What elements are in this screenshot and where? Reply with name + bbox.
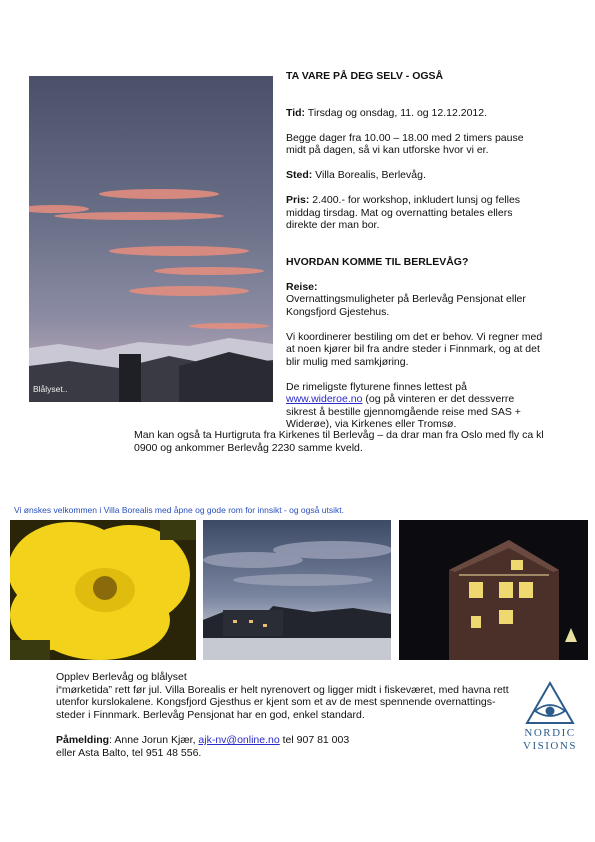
welcome-line: Vi ønskes velkommen i Villa Borealis med åpne og gode rom for innsikt - og også utsikt. (14, 505, 344, 515)
pris-paragraph (286, 194, 546, 232)
logo-line2: VISIONS (523, 740, 577, 752)
logo-wordmark (510, 727, 590, 753)
hero-photo (29, 76, 273, 402)
flower-photo (10, 520, 196, 660)
sted-text: Villa Borealis, Berlevåg. (312, 169, 426, 181)
hours-paragraph: Begge dager fra 10.00 – 18.00 med 2 timers pause midt på dagen, så vi kan utforske hvor vi er. (286, 131, 524, 156)
tid-label: Tid: (286, 106, 306, 119)
bottom-text (56, 671, 518, 759)
wideroe-link[interactable]: www.wideroe.no (286, 393, 363, 405)
reise-text: Overnattingsmuligheter på Berlevåg Pensjonat eller Kongsfjord Gjestehus. (286, 293, 526, 318)
pris-text: 2.400.- for workshop, inkludert lunsj og felles middag tirsdag. Mat og overnatting betales ellers direkte der man bor. (286, 194, 521, 231)
hurtigruta-text: Man kan også ta Hurtigruta fra Kirkenes til Berlevåg – da drar man fra Oslo med fly ca kl 0900 og ankommer Berlevåg 2230 samme kveld. (134, 429, 544, 454)
villa-night-photo (399, 520, 588, 660)
tid-text: Tirsdag og onsdag, 11. og 12.12.2012. (305, 106, 488, 119)
intro-heading: TA VARE PÅ DEG SELV - OGSÅ (286, 70, 444, 82)
flights-pre: De rimeligste flyturene finnes lettest på (286, 380, 467, 393)
pris-label: Pris: (286, 194, 310, 206)
email-link[interactable]: ajk-nv@online.no (198, 734, 280, 746)
pamelding-line2: eller Asta Balto, tel 951 48 556. (56, 746, 202, 759)
tid-paragraph (286, 107, 546, 120)
village-dusk-photo (203, 520, 391, 660)
logo-line1: NORDIC (524, 727, 576, 739)
pamelding-post: tel 907 81 003 (279, 734, 350, 746)
coord-paragraph: Vi koordinerer bestiling om det er behov. Vi regner med at noen kjører bil fra andre steder i Finnmark, og at det blir mulig med samkjøring. (286, 330, 543, 368)
sted-label: Sted: (286, 169, 313, 181)
pamelding-label: Påmelding (56, 734, 110, 746)
hero-caption: Blålyset.. (33, 384, 68, 394)
bottom-line2: i“mørketida” rett før jul. Villa Borealis er helt nyrenovert og ligger midt i fiskeværet, med havna rett utenfor kurslokalene. Kongsfjord Gjesthus er kjent som et av de mest spennende overnattings-steder i Finnmark. Berlevåg Pensjonat har en god, enkel standard. (56, 683, 509, 721)
intro-column (286, 70, 546, 443)
reise-label: Reise: (286, 280, 318, 293)
travel-heading: HVORDAN KOMME TIL BERLEVÅG? (286, 255, 469, 268)
sted-paragraph (286, 169, 546, 182)
hurtigruta-paragraph (134, 429, 544, 454)
flights-post: (og på vinteren er det dessverre sikrest å bestille gjennomgående reise med SAS + Widerøe), via Kirkenes eller Tromsø. (286, 393, 521, 430)
bottom-line1: Opplev Berlevåg og blålyset (56, 671, 187, 683)
pamelding-pre: : Anne Jorun Kjær, (109, 734, 199, 746)
flights-paragraph (286, 381, 546, 431)
pamelding-paragraph (56, 734, 518, 747)
reise-paragraph (286, 281, 546, 319)
